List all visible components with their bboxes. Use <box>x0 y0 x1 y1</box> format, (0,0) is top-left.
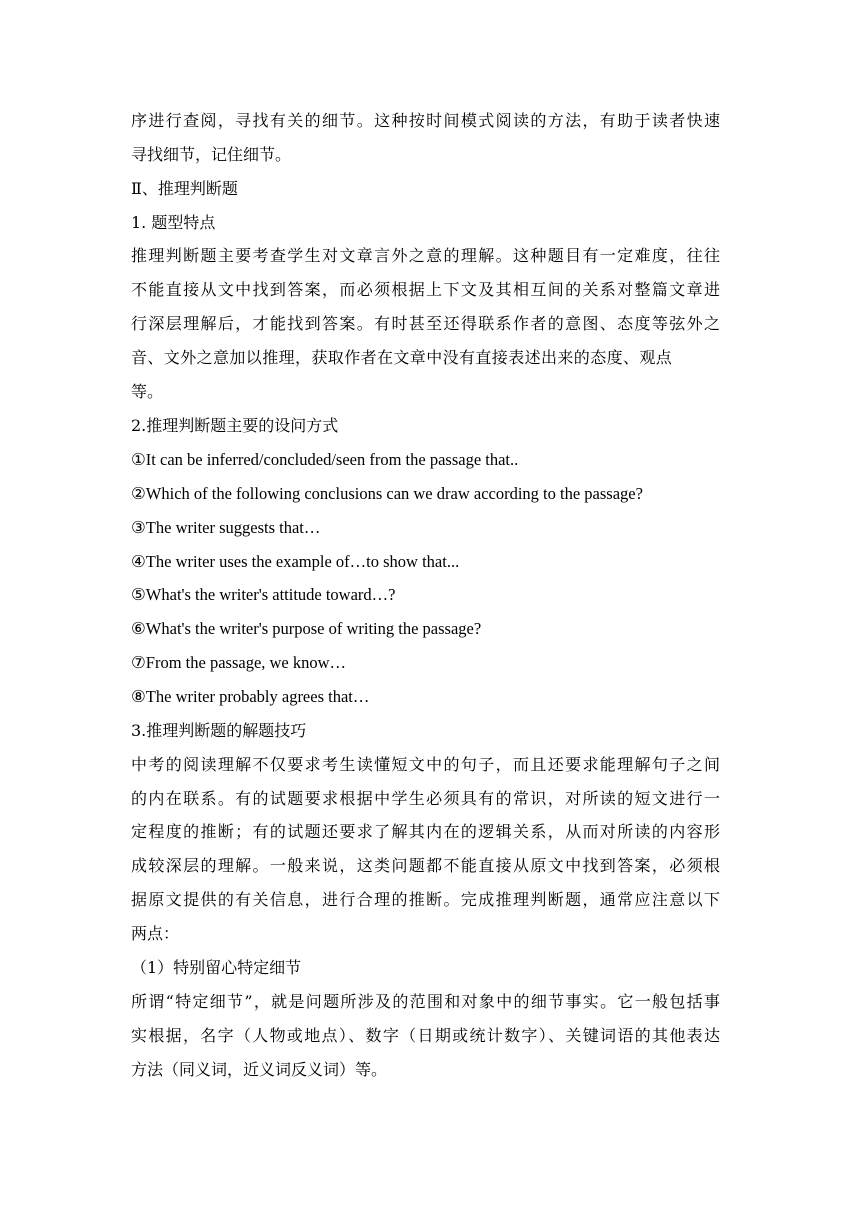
paragraph-line: 据原文提供的有关信息，进行合理的推断。完成推理判断题，通常应注意以下 <box>131 890 720 909</box>
paragraph-line: 行深层理解后，才能找到答案。有时甚至还得联系作者的意图、态度等弦外之 <box>131 314 720 333</box>
paragraph-line: 推理判断题主要考查学生对文章言外之意的理解。这种题目有一定难度，往往 <box>131 246 720 265</box>
paragraph-line: 两点： <box>131 924 180 943</box>
question-form-item: ⑦From the passage, we know… <box>131 653 347 672</box>
paragraph-line: 实根据，名字（人物或地点）、数字（日期或统计数字）、关键词语的其他表达 <box>131 1026 720 1045</box>
question-form-item: ⑤What's the writer's attitude toward…? <box>131 585 396 604</box>
question-form-item: ②Which of the following conclusions can we draw according to the passage? <box>131 484 643 503</box>
section-heading: Ⅱ、推理判断题 <box>131 179 238 198</box>
paragraph-line: 成较深层的理解。一般来说，这类问题都不能直接从原文中找到答案，必须根 <box>131 856 720 875</box>
paragraph-line: 序进行查阅，寻找有关的细节。这种按时间模式阅读的方法，有助于读者快速 <box>131 111 720 130</box>
point-heading: （1）特别留心特定细节 <box>131 958 302 977</box>
subsection-heading: 1. 题型特点 <box>131 213 216 232</box>
question-form-item: ①It can be inferred/concluded/seen from the passage that.. <box>131 450 519 469</box>
paragraph-line: 中考的阅读理解不仅要求考生读懂短文中的句子，而且还要求能理解句子之间 <box>131 755 720 774</box>
paragraph-line: 所谓“特定细节”，就是问题所涉及的范围和对象中的细节事实。它一般包括事 <box>131 992 720 1011</box>
paragraph-line: 定程度的推断；有的试题还要求了解其内在的逻辑关系，从而对所读的内容形 <box>131 822 720 841</box>
subsection-heading: 3.推理判断题的解题技巧 <box>131 721 307 740</box>
paragraph-line: 方法（同义词，近义词反义词）等。 <box>131 1060 388 1079</box>
paragraph-line: 等。 <box>131 382 164 401</box>
question-form-item: ③The writer suggests that… <box>131 518 321 537</box>
question-form-item: ④The writer uses the example of…to show that... <box>131 552 460 571</box>
question-form-item: ⑥What's the writer's purpose of writing the passage? <box>131 619 482 638</box>
question-form-item: ⑧The writer probably agrees that… <box>131 687 370 706</box>
subsection-heading: 2.推理判断题主要的设问方式 <box>131 416 339 435</box>
paragraph-line: 不能直接从文中找到答案，而必须根据上下文及其相互间的关系对整篇文章进 <box>131 280 720 299</box>
paragraph-line: 寻找细节，记住细节。 <box>131 145 292 164</box>
paragraph-line: 的内在联系。有的试题要求根据中学生必须具有的常识，对所读的短文进行一 <box>131 789 720 808</box>
paragraph-line: 音、文外之意加以推理，获取作者在文章中没有直接表述出来的态度、观点 <box>131 348 673 367</box>
